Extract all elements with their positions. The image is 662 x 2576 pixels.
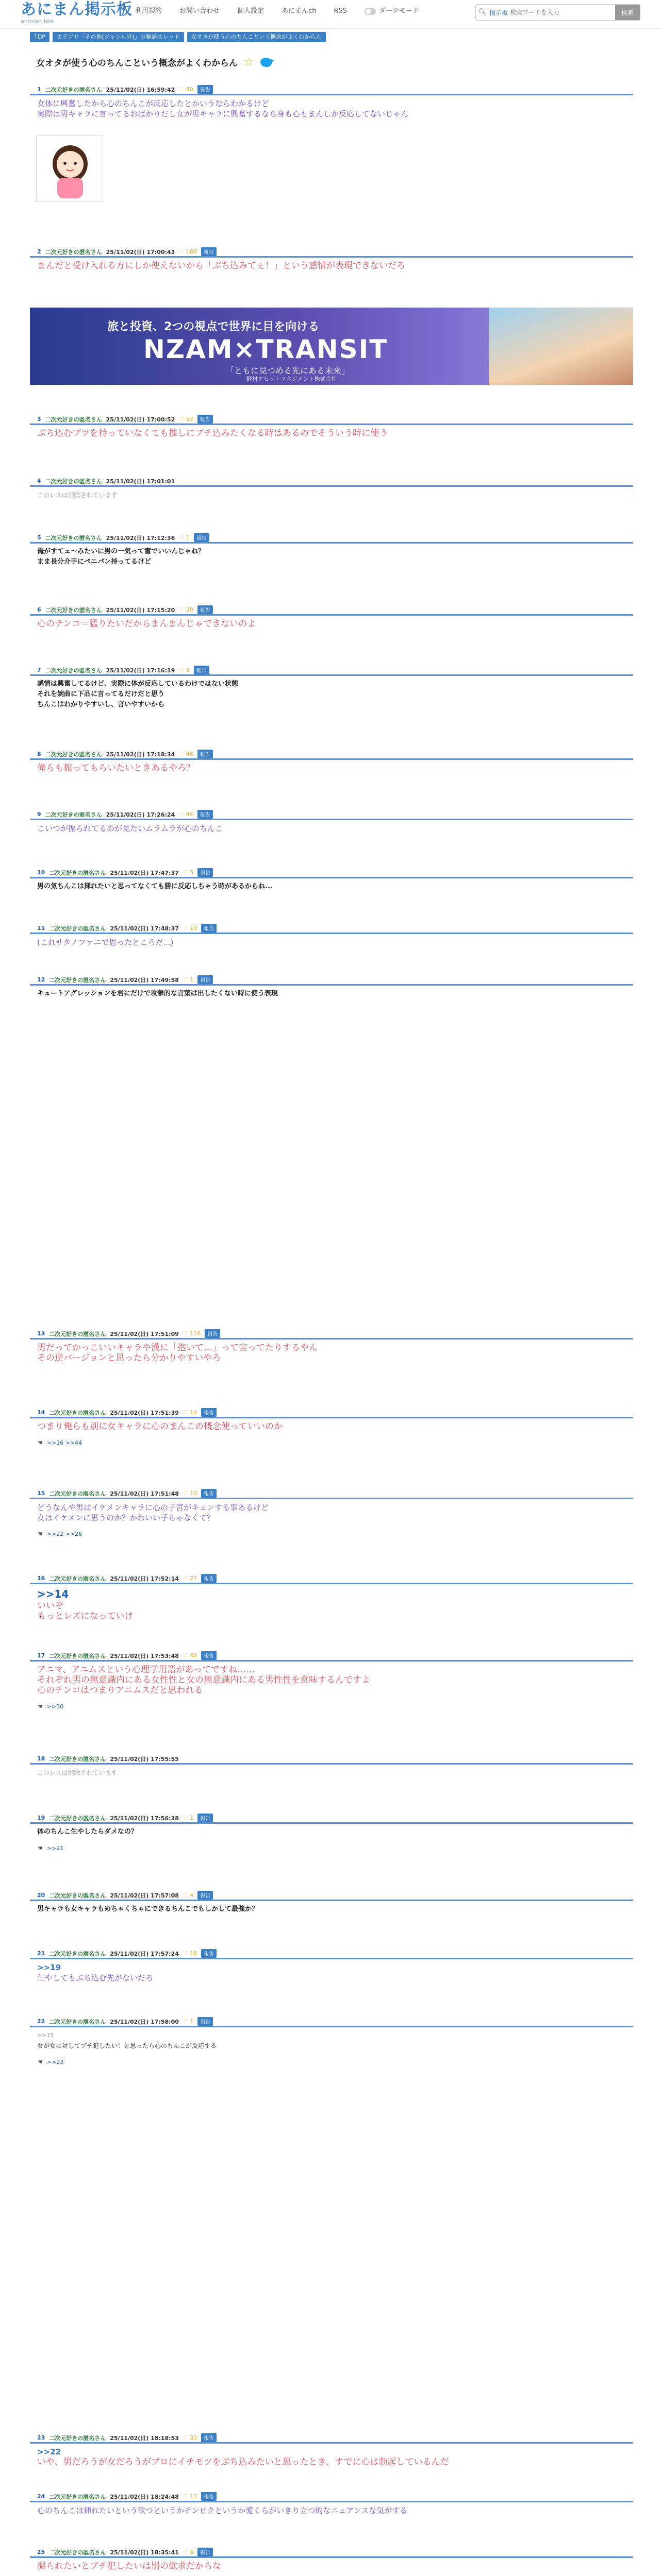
post-header — [30, 2433, 633, 2444]
post-header — [30, 415, 633, 425]
post-text: 感情は興奮してるけど、実際に体が反応しているわけではない状態 それを婉曲に下品に言ってるだけだと思う ちんこはわかりやすいし、言いやすいから — [37, 680, 239, 708]
post-header — [30, 1814, 633, 1824]
post-number[interactable]: 13 — [37, 1330, 45, 1337]
post-date: 25/11/02(日) 18:24:48 — [110, 2493, 179, 2500]
post-date: 25/11/02(日) 17:12:36 — [106, 534, 175, 541]
post-text: こいつが振られてるのが見たいムラムラが心のちんこ — [37, 824, 223, 833]
banner-title: NZAM×TRANSIT — [143, 334, 388, 364]
nav-animanch[interactable]: あにまんch — [282, 7, 317, 15]
post-text: どうなんや男はイケメンキャラに心の子宮がキュンする事あるけど 女はイケメンに思うのか？かわいい子ちゃなくて？ — [37, 1503, 269, 1522]
post — [30, 868, 633, 892]
like-count[interactable]: ♡ 53 — [179, 416, 193, 422]
quote-anchor[interactable]: >>19 — [37, 1963, 61, 1972]
post — [30, 1329, 633, 1363]
post-date: 25/11/02(日) 17:57:08 — [110, 1892, 179, 1899]
breadcrumb-category[interactable]: カテゴリ「その他(ジャンル外)」の雑談スレッド — [53, 32, 184, 42]
post-date: 25/11/02(日) 18:18:53 — [110, 2434, 179, 2442]
post-date: 25/11/02(日) 17:51:39 — [110, 1409, 179, 1416]
post-number[interactable]: 7 — [37, 667, 41, 673]
reply-links[interactable] — [30, 1837, 633, 1852]
post — [30, 975, 633, 999]
post-number[interactable]: 10 — [37, 869, 45, 876]
report-button[interactable]: 報告 — [201, 1574, 217, 1583]
post — [30, 924, 633, 947]
poster-name: 二次元好きの匿名さん — [45, 416, 102, 423]
post — [30, 1814, 633, 1852]
like-count-value: 1 — [190, 976, 194, 983]
poster-name: 二次元好きの匿名さん — [49, 1575, 106, 1582]
post-number[interactable]: 14 — [37, 1409, 45, 1416]
like-count-value: 18 — [190, 1950, 197, 1957]
post — [30, 1489, 633, 1537]
like-count[interactable]: ♡ 3 — [179, 667, 190, 673]
poster-name: 二次元好きの匿名さん — [49, 1755, 106, 1762]
post-number[interactable]: 11 — [37, 925, 45, 931]
post-header — [30, 1329, 633, 1340]
post — [30, 666, 633, 710]
post-text: このレスは削除されています — [37, 1769, 118, 1776]
poster-name: 二次元好きの匿名さん — [49, 1815, 106, 1822]
post-date: 25/11/02(日) 17:49:58 — [110, 976, 179, 984]
post-text: (これサタノファニで思ったところだ...) — [37, 938, 174, 947]
quote-anchor[interactable]: >>15 — [37, 2032, 54, 2039]
post-header — [30, 1754, 633, 1765]
post — [30, 2548, 633, 2571]
post-date: 25/11/02(日) 17:00:43 — [106, 248, 175, 256]
reply-links[interactable] — [30, 1696, 633, 1710]
post-header — [30, 477, 633, 487]
post — [30, 1754, 633, 1778]
post-number[interactable]: 25 — [37, 2549, 45, 2555]
search-bar — [475, 4, 640, 21]
post-header — [30, 810, 633, 820]
like-count[interactable]: ♡ 19 — [183, 925, 197, 931]
nav-contact[interactable]: お問い合わせ — [179, 7, 220, 15]
like-count-value: 44 — [186, 811, 193, 818]
reply-hand-icon: ☚ — [37, 1703, 43, 1710]
like-count-value: 40 — [186, 86, 193, 93]
report-button[interactable]: 報告 — [197, 605, 213, 614]
post-header — [30, 1891, 633, 1901]
post — [30, 533, 633, 567]
post-text: 女体に興奮したから心のちんこが反応したとかいうならわかるけど 実際は男キャラに言ってるおばかりだし女が男キャラに興奮するなら身も心もまんしか反応してないじゃん — [37, 99, 409, 118]
like-count[interactable]: ♡ 1 — [179, 534, 190, 541]
poster-name: 二次元好きの匿名さん — [45, 248, 102, 256]
post-text: 男だってかっこいいキャラや漢に「抱いて…」って言ってたりするやん その逆バージョンと思ったら分かりやすいやろ — [37, 1343, 318, 1363]
ad-banner[interactable] — [30, 308, 633, 385]
like-count-value: 13 — [190, 2493, 197, 2500]
report-button[interactable]: 報告 — [201, 2433, 217, 2442]
like-count[interactable]: ♡ 18 — [183, 1950, 197, 1957]
banner-headline: 旅と投資、2つの視点で世界に目を向ける — [107, 320, 320, 333]
post-header — [30, 247, 633, 258]
like-count[interactable]: ♡ 1 — [183, 1815, 194, 1821]
reply-anchors[interactable]: >>30 — [46, 1703, 64, 1710]
post-number[interactable]: 8 — [37, 751, 41, 757]
like-count-value: 48 — [186, 751, 193, 757]
report-button[interactable]: 報告 — [201, 1949, 217, 1958]
like-count-value: 30 — [186, 606, 193, 613]
report-button[interactable]: 報告 — [197, 2548, 213, 2556]
post-date: 25/11/02(日) 17:55:55 — [110, 1755, 179, 1762]
post — [30, 2492, 633, 2516]
site-header — [0, 0, 662, 29]
like-count[interactable]: ♡ 4 — [183, 1892, 194, 1899]
post-date: 25/11/02(日) 18:35:41 — [110, 2549, 179, 2556]
post-text: 男の気ちんこは揮れたいと思ってなくても勝に反応しちゃう時があるからね... — [37, 883, 273, 890]
poster-name: 二次元好きの匿名さん — [49, 1892, 106, 1899]
post-header — [30, 868, 633, 878]
post-date: 25/11/02(日) 17:57:24 — [110, 1950, 179, 1957]
poster-name: 二次元好きの匿名さん — [49, 1409, 106, 1416]
report-button[interactable]: 報告 — [197, 750, 213, 758]
post-header — [30, 2017, 633, 2027]
post — [30, 2433, 633, 2467]
like-count-value: 3 — [186, 667, 190, 673]
reply-hand-icon: ☚ — [37, 1844, 43, 1852]
like-count[interactable]: ♡ 40 — [183, 1652, 197, 1659]
post-text: 掘られたいとブチ犯したいは別の欲求だからな — [37, 2561, 221, 2571]
like-count[interactable]: ♡ 10 — [183, 1490, 197, 1497]
post-header — [30, 1489, 633, 1499]
breadcrumb-thread[interactable]: 女オタが使う心のちんこという概念がよくわからん — [187, 32, 326, 42]
post-number[interactable]: 4 — [37, 478, 41, 484]
post-image[interactable] — [36, 135, 103, 202]
report-button[interactable]: 報告 — [197, 975, 213, 984]
breadcrumb-top[interactable]: TOP — [30, 32, 49, 42]
poster-name: 二次元好きの匿名さん — [45, 751, 102, 758]
like-count-value: 53 — [186, 416, 193, 422]
poster-name: 二次元好きの匿名さん — [49, 2549, 106, 2556]
post-header — [30, 924, 633, 934]
post-text: 心のちんこは挿れたいという欲つというかチンピクというか愛くらがいきり立つ的なニュアンスな気がする — [37, 2506, 408, 2515]
poster-name: 二次元好きの匿名さん — [45, 86, 102, 93]
quote-anchor[interactable]: >>14 — [37, 1588, 69, 1600]
poster-name: 二次元好きの匿名さん — [49, 1652, 106, 1659]
like-count[interactable]: ♡ 27 — [183, 1575, 197, 1582]
post-number[interactable]: 24 — [37, 2493, 45, 2500]
embedded-media-area — [30, 1010, 633, 1319]
like-count[interactable]: ♡ 44 — [179, 811, 193, 818]
post — [30, 810, 633, 834]
post-header — [30, 1574, 633, 1584]
report-button[interactable]: 報告 — [197, 85, 213, 94]
poster-name: 二次元好きの匿名さん — [49, 2434, 106, 2442]
post-date: 25/11/02(日) 17:56:38 — [110, 1815, 179, 1822]
like-count[interactable]: ♡ 13 — [183, 2493, 197, 2500]
report-button[interactable]: 報告 — [201, 1408, 217, 1417]
search-scope-select[interactable]: 掲示板 — [489, 9, 508, 16]
like-count-value: 5 — [190, 2549, 194, 2555]
like-count[interactable]: ♡ 33 — [183, 2434, 197, 2441]
like-count-value: 1 — [190, 2018, 194, 2025]
post-number[interactable]: 19 — [37, 1815, 45, 1821]
post — [30, 1651, 633, 1710]
report-button[interactable]: 報告 — [194, 666, 209, 674]
nav-rss[interactable]: RSS — [334, 7, 347, 15]
post-header — [30, 1651, 633, 1662]
site-logo[interactable] — [21, 1, 133, 25]
poster-name: 二次元好きの匿名さん — [49, 869, 106, 876]
post-number[interactable]: 22 — [37, 2018, 45, 2025]
post — [30, 1949, 633, 1983]
post-number[interactable]: 21 — [37, 1950, 45, 1957]
star-icon[interactable]: ☆ — [244, 55, 254, 69]
report-button[interactable]: 報告 — [197, 868, 213, 877]
post-header — [30, 750, 633, 760]
nav-terms[interactable]: 利用規約 — [135, 7, 162, 15]
like-count-value: 27 — [190, 1575, 197, 1582]
post-text: いや、男だろうが女だろうがブロにイチモツをぶち込みたいと思ったとき、すでに心は勃起しているんだ — [37, 2457, 449, 2467]
post-header — [30, 975, 633, 986]
report-button[interactable]: 報告 — [201, 924, 217, 933]
thread-title-row — [36, 56, 272, 69]
report-button[interactable]: 報告 — [201, 1489, 217, 1498]
post — [30, 2017, 633, 2065]
post-text: 心のチンコ＝猛りたいだからまんまんじゃできないのよ — [37, 619, 256, 629]
post-date: 25/11/02(日) 17:51:09 — [110, 1330, 179, 1337]
reply-hand-icon: ☚ — [37, 1530, 43, 1537]
post-date: 25/11/02(日) 17:51:48 — [110, 1490, 179, 1497]
page-title: 女オタが使う心のちんこという概念がよくわからん — [36, 58, 238, 69]
post-number[interactable]: 2 — [37, 248, 41, 255]
post-date: 25/11/02(日) 17:48:37 — [110, 925, 179, 932]
poster-name: 二次元好きの匿名さん — [49, 976, 106, 984]
search-button[interactable]: 検索 — [615, 4, 640, 21]
post-text: 俺がすてェ～みたいに男の一気って奮でいいんじゃね？ まま長分介手にペニパン持ってるけど — [37, 548, 205, 566]
post-number[interactable]: 5 — [37, 534, 41, 541]
poster-name: 二次元好きの匿名さん — [45, 811, 102, 818]
post-text: 俺らも振ってもらいたいときあるやろ？ — [37, 763, 195, 773]
poster-name: 二次元好きの匿名さん — [49, 925, 106, 932]
like-count-value: 116 — [190, 1330, 201, 1337]
post-number[interactable]: 18 — [37, 1755, 45, 1762]
report-button[interactable]: 報告 — [197, 1814, 213, 1822]
poster-name: 二次元好きの匿名さん — [49, 2493, 106, 2500]
post-date: 25/11/02(日) 17:18:34 — [106, 751, 175, 758]
reply-anchors[interactable]: >>22 >>26 — [46, 1530, 82, 1537]
search-icon: 🔍︎ — [478, 8, 487, 16]
dark-mode-label: ダークモード — [378, 7, 419, 15]
report-button[interactable]: 報告 — [201, 247, 217, 256]
post — [30, 415, 633, 438]
post-date: 25/11/02(日) 17:00:52 — [106, 416, 175, 423]
post — [30, 750, 633, 773]
banner-photo — [489, 308, 633, 385]
like-count[interactable]: ♡ 14 — [183, 1409, 197, 1416]
post-header — [30, 605, 633, 616]
reply-links[interactable] — [30, 2051, 633, 2065]
post-number[interactable]: 1 — [37, 86, 41, 93]
post-text: つまり俺らも別に女キャラに心のまんこの概念使っていいのか — [37, 1421, 283, 1432]
post-header — [30, 2548, 633, 2558]
like-count[interactable]: ♡ 5 — [183, 869, 194, 876]
banner-sponsor: 野村アセットマネジメント株式会社 — [246, 376, 337, 382]
embedded-media-area — [30, 2092, 633, 2427]
poster-name: 二次元好きの匿名さん — [45, 534, 102, 541]
post-header — [30, 666, 633, 676]
post-number[interactable]: 3 — [37, 416, 41, 422]
report-button[interactable]: 報告 — [197, 1891, 213, 1900]
post-text: いいぞ もっとレズになっていけ — [37, 1601, 134, 1621]
like-count[interactable]: ♡ 48 — [179, 751, 193, 757]
post — [30, 1891, 633, 1914]
like-count-value: 40 — [190, 1652, 197, 1659]
poster-name: 二次元好きの匿名さん — [45, 606, 102, 614]
nav-settings[interactable]: 個人設定 — [237, 7, 264, 15]
reply-anchors[interactable]: >>21 — [46, 1844, 64, 1852]
twitter-share-icon[interactable] — [260, 58, 272, 67]
like-count-value: 1 — [190, 1815, 194, 1821]
like-count-value: 1 — [186, 534, 190, 541]
like-count[interactable]: ♡ 1 — [183, 976, 194, 983]
girl-illustration-icon — [37, 135, 104, 202]
post — [30, 605, 633, 629]
post-text: このレスは削除されています — [37, 492, 118, 499]
post-date: 25/11/02(日) 17:01:01 — [106, 478, 175, 485]
header-nav — [135, 6, 419, 16]
search-input[interactable] — [510, 5, 615, 20]
poster-name: 二次元好きの匿名さん — [45, 667, 102, 674]
like-count[interactable]: ♡ 116 — [183, 1330, 201, 1337]
post-number[interactable]: 23 — [37, 2434, 45, 2441]
reply-anchors[interactable]: >>23 — [46, 2058, 64, 2065]
post-text: ぶち込むブツを持っていなくても推しにブチ込みたくなる時はあるのでそういう時に使う — [37, 428, 388, 438]
post-text: 生やしてもぶち込む先がないだろ — [37, 1973, 154, 1982]
reply-links[interactable] — [30, 1432, 633, 1446]
like-count-value: 14 — [190, 1409, 197, 1416]
post — [30, 85, 633, 119]
reply-anchors[interactable]: >>16 >>44 — [46, 1439, 82, 1446]
post — [30, 1408, 633, 1446]
like-count[interactable]: ♡ 40 — [179, 86, 193, 93]
poster-name: 二次元好きの匿名さん — [49, 1490, 106, 1497]
like-count[interactable]: ♡ 1 — [183, 2018, 194, 2025]
report-button[interactable]: 報告 — [197, 415, 213, 423]
post-number[interactable]: 9 — [37, 811, 41, 818]
post-header — [30, 1949, 633, 1959]
like-count[interactable]: ♡ 5 — [183, 2549, 194, 2555]
post-number[interactable]: 17 — [37, 1652, 45, 1659]
logo-subtext: animan bbs — [21, 18, 54, 25]
post — [30, 247, 633, 271]
breadcrumb — [30, 32, 326, 42]
like-count-value: 5 — [190, 869, 194, 876]
report-button[interactable]: 報告 — [201, 1651, 217, 1660]
post-header — [30, 533, 633, 544]
post-date: 25/11/02(日) 17:26:24 — [106, 811, 175, 818]
report-button[interactable]: 報告 — [197, 2017, 213, 2026]
poster-name: 二次元好きの匿名さん — [45, 478, 102, 485]
post-date: 25/11/02(日) 17:52:14 — [110, 1575, 179, 1582]
post — [30, 1574, 633, 1621]
reply-hand-icon: ☚ — [37, 2058, 43, 2065]
like-count[interactable]: ♡ 168 — [179, 248, 197, 255]
logo-text: あにまん掲示板 — [21, 1, 133, 19]
post-date: 25/11/02(日) 17:16:19 — [106, 667, 175, 674]
dark-mode-toggle[interactable] — [365, 8, 376, 15]
report-button[interactable]: 報告 — [194, 533, 209, 542]
post-text: 女が女に対してブチ犯したい！と思ったら心のちんこが反応する — [37, 2042, 217, 2049]
reply-hand-icon: ☚ — [37, 1439, 43, 1446]
post-number[interactable]: 20 — [37, 1892, 45, 1899]
post-text: キュートアグレッションを君にだけで攻撃的な言葉は出したくない時に使う表現 — [37, 990, 278, 997]
quote-anchor[interactable]: >>22 — [37, 2447, 61, 2456]
post-text: 体のちんこ生やしたらダメなの？ — [37, 1828, 138, 1836]
like-count[interactable]: ♡ 30 — [179, 606, 193, 613]
post-header — [30, 85, 633, 95]
post-date: 25/11/02(日) 17:47:37 — [110, 869, 179, 876]
report-button[interactable]: 報告 — [197, 810, 213, 819]
reply-links[interactable] — [30, 1523, 633, 1537]
dark-mode-control[interactable] — [365, 6, 419, 16]
report-button[interactable]: 報告 — [205, 1329, 220, 1338]
poster-name: 二次元好きの匿名さん — [49, 2018, 106, 2025]
post-header — [30, 2492, 633, 2502]
post-number[interactable]: 15 — [37, 1490, 45, 1497]
like-count-value: 19 — [190, 925, 197, 931]
poster-name: 二次元好きの匿名さん — [49, 1330, 106, 1337]
like-count-value: 33 — [190, 2434, 197, 2441]
post-number[interactable]: 6 — [37, 606, 41, 613]
post — [30, 477, 633, 500]
post-text: まんだと受け入れる方にしか使えないから「ぶち込みてぇ！」という感情が表現できないだろ — [37, 261, 405, 271]
like-count-value: 4 — [190, 1892, 194, 1899]
post-text: 男キャラも女キャラもめちゃくちゃにできるちんこでもしかして最強か？ — [37, 1905, 259, 1913]
like-count-value: 10 — [190, 1490, 197, 1497]
post-text: アニマ、アニムスという心理学用語があってですね…… それぞれ男の無意識内にある女性性と女の無意識内にある男性性を意味するんですよ 心のチンコはつまりアニムスだと思われる — [37, 1665, 370, 1696]
post-date: 25/11/02(日) 16:59:42 — [106, 86, 175, 93]
banner-subtitle: 「ともに見つめる先にある未来」 — [226, 366, 350, 376]
poster-name: 二次元好きの匿名さん — [49, 1950, 106, 1957]
post-number[interactable]: 16 — [37, 1575, 45, 1582]
post-number[interactable]: 12 — [37, 976, 45, 983]
like-count-value: 168 — [186, 248, 197, 255]
report-button[interactable]: 報告 — [201, 2492, 217, 2501]
post-date: 25/11/02(日) 17:58:00 — [110, 2018, 179, 2025]
post-date: 25/11/02(日) 17:15:20 — [106, 606, 175, 614]
post-date: 25/11/02(日) 17:53:48 — [110, 1652, 179, 1659]
post-header — [30, 1408, 633, 1418]
